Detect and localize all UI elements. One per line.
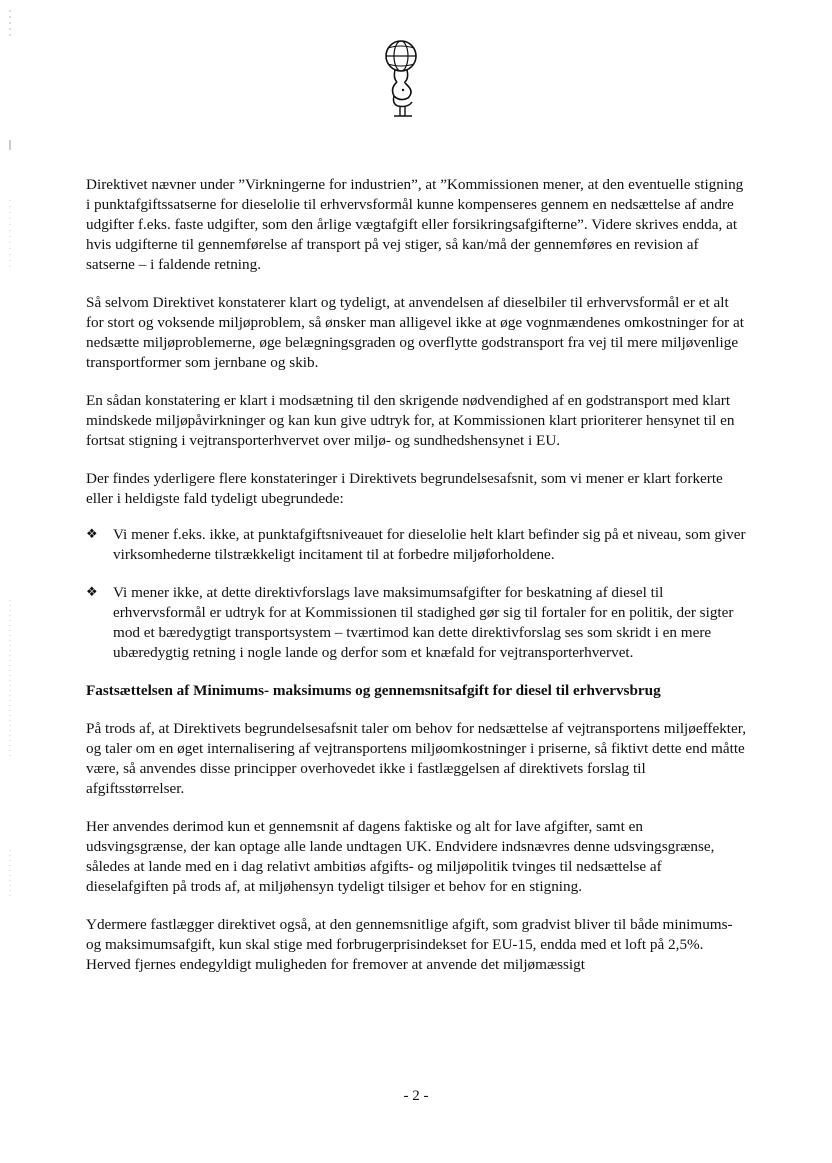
- page-number: - 2 -: [403, 1088, 429, 1104]
- diamond-bullet-icon: ❖: [86, 527, 98, 542]
- list-item-text: Vi mener f.eks. ikke, at punktafgiftsniveauet for dieselolie helt klart befinder sig på et niveau, som giver virksomhederne tilstrækkeligt incitament til at forbedre miljøforholdene.: [113, 526, 746, 563]
- paragraph: Ydermere fastlægger direktivet også, at den gennemsnitlige afgift, som gradvist bliver til både minimums- og maksimumsafgift, kun skal stige med forbrugerprisindekset for EU-15, endda med et loft på 2,5%. Herved fjernes endegyldigt muligheden for fremover at anvende det miljømæssigt: [86, 916, 733, 973]
- scan-edge-marks: [8, 0, 12, 1163]
- bullet-list: [86, 525, 746, 663]
- globe-figure-logo-icon: [378, 38, 424, 120]
- list-item: [86, 583, 746, 663]
- diamond-bullet-icon: ❖: [86, 585, 98, 600]
- document-body: [86, 175, 746, 993]
- paragraph: Der findes yderligere flere konstateringer i Direktivets begrundelsesafsnit, som vi mener er klart forkerte eller i heldigste fald tydeligt ubegrundede:: [86, 470, 723, 507]
- paragraph: På trods af, at Direktivets begrundelsesafsnit taler om behov for nedsættelse af vejtransportens miljøeffekter, og taler om en øget internalisering af vejtransportens miljøomkostninger i priserne, så fiktivt dette end måtte være, så anvendes disse principper overhovedet ikke i fastlæggelsen af direktivets forslag til afgiftsstørrelser.: [86, 720, 746, 797]
- paragraph: Direktivet nævner under ”Virkningerne for industrien”, at ”Kommissionen mener, at den eventuelle stigning i punktafgiftssatserne for dieselolie til erhvervsformål kunne kompenseres gennem en nedsættelse af andre udgifter f.eks. faste udgifter, som den årlige vægtafgift eller forsikringsafgifterne”. Videre skrives endda, at hvis udgifterne til gennemførelse af transport på vej stiger, så kan/må der gennemføres en revision af satserne – i faldende retning.: [86, 176, 744, 273]
- section-heading: Fastsættelsen af Minimums- maksimums og gennemsnitsafgift for diesel til erhvervsbrug: [86, 682, 661, 699]
- list-item: [86, 525, 746, 565]
- paragraph: Så selvom Direktivet konstaterer klart og tydeligt, at anvendelsen af dieselbiler til erhvervsformål er et alt for stort og voksende miljøproblem, så ønsker man alligevel ikke at øge vognmændenes omkostninger for at nedsætte miljøproblemerne, øge belægningsgraden og overflytte godstransport fra vej til mere miljøvenlige transportformer som jernbane og skib.: [86, 294, 744, 371]
- list-item-text: Vi mener ikke, at dette direktivforslags lave maksimumsafgifter for beskatning af diesel til erhvervsformål er udtryk for at Kommissionen til stadighed gør sig til fortaler for en politik, der sigter mod et bæredygtigt transportsystem – tværtimod kan dette direktivforslag ses som skridt i en mere ubæredygtig retning i nogle lande og derfor som et knæfald for vejtransporterhvervet.: [113, 584, 734, 661]
- paragraph: En sådan konstatering er klart i modsætning til den skrigende nødvendighed af en godstransport med klart mindskede miljøpåvirkninger og kan kun give udtryk for, at Kommissionen klart prioriterer hensynet til en fortsat stigning i vejtransporterhvervet over miljø- og sundhedshensynet i EU.: [86, 392, 735, 449]
- paragraph: Her anvendes derimod kun et gennemsnit af dagens faktiske og alt for lave afgifter, samt en udsvingsgrænse, der kan optage alle lande undtagen UK. Endvidere indsnævres denne udsvingsgrænse, således at lande med en i dag relativt ambitiøs afgifts- og miljøpolitik tvinges til nedsættelse af dieselafgiften på trods af, at miljøhensyn tydeligt tilsiger et behov for en stigning.: [86, 818, 715, 895]
